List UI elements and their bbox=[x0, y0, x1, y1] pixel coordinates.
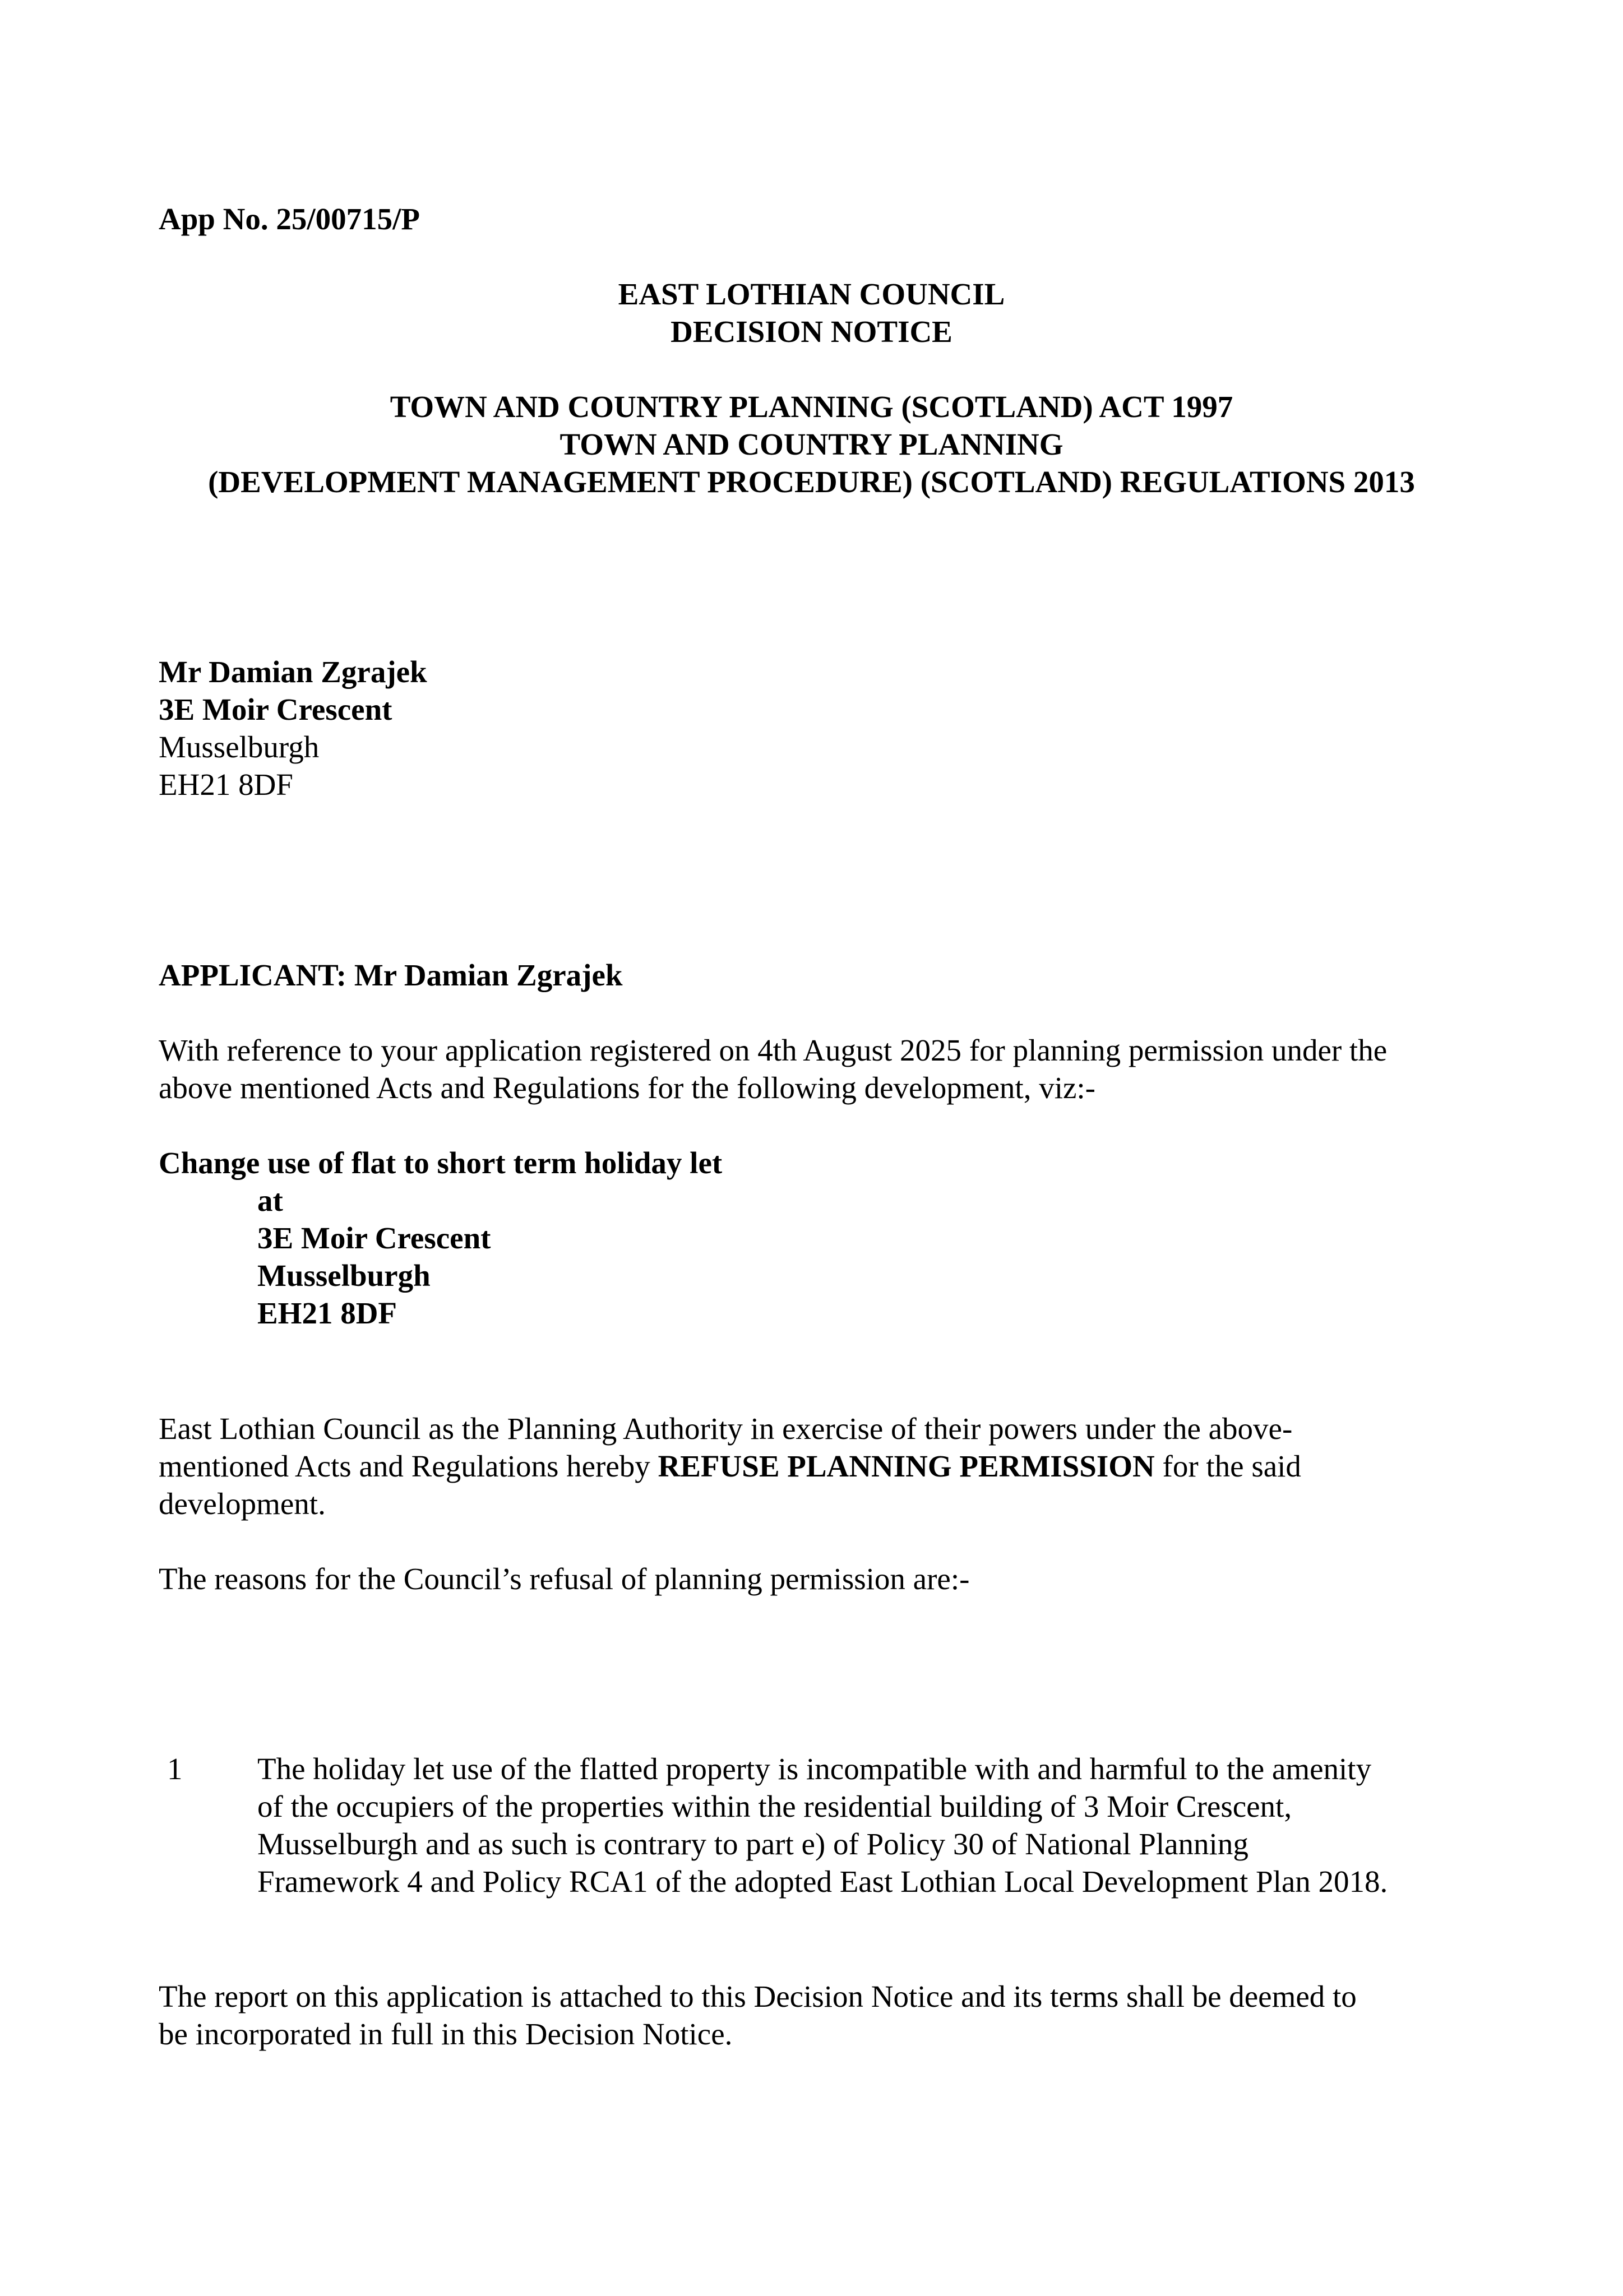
reason-line-3: Musselburgh and as such is contrary to part e) of Policy 30 of National Planning bbox=[257, 1827, 1249, 1861]
decision-line-2-pre: mentioned Acts and Regulations hereby bbox=[159, 1449, 658, 1483]
reason-number: 1 bbox=[167, 1752, 183, 1786]
development-street: 3E Moir Crescent bbox=[257, 1221, 491, 1255]
addressee-town: Musselburgh bbox=[159, 730, 320, 764]
decision-line-3: development. bbox=[159, 1487, 326, 1521]
decision-line-2 bbox=[159, 1447, 1301, 1485]
reason-line-1: The holiday let use of the flatted property is incompatible with and harmful to the amenity bbox=[257, 1752, 1372, 1786]
decision-line-1: East Lothian Council as the Planning Authority in exercise of their powers under the above- bbox=[159, 1411, 1293, 1446]
refusal-statement: REFUSE PLANNING PERMISSION bbox=[658, 1449, 1155, 1483]
council-name: EAST LOTHIAN COUNCIL bbox=[618, 277, 1005, 311]
development-town: Musselburgh bbox=[257, 1258, 431, 1293]
notice-title: DECISION NOTICE bbox=[671, 314, 952, 349]
act-title-line-2: TOWN AND COUNTRY PLANNING bbox=[560, 427, 1063, 461]
report-line-1: The report on this application is attached to this Decision Notice and its terms shall be deemed to bbox=[159, 1979, 1357, 2013]
reason-line-4: Framework 4 and Policy RCA1 of the adopted East Lothian Local Development Plan 2018. bbox=[257, 1864, 1388, 1899]
addressee-name: Mr Damian Zgrajek bbox=[159, 655, 427, 689]
addressee-postcode: EH21 8DF bbox=[159, 767, 293, 802]
act-title-line-3: (DEVELOPMENT MANAGEMENT PROCEDURE) (SCOTLAND) REGULATIONS 2013 bbox=[208, 465, 1415, 499]
intro-line-2: above mentioned Acts and Regulations for the following development, viz:- bbox=[159, 1071, 1096, 1105]
act-title-line-1: TOWN AND COUNTRY PLANNING (SCOTLAND) ACT 1997 bbox=[390, 390, 1233, 424]
intro-line-1: With reference to your application registered on 4th August 2025 for planning permission under the bbox=[159, 1033, 1388, 1067]
addressee-street: 3E Moir Crescent bbox=[159, 692, 392, 726]
reason-line-2: of the occupiers of the properties within the residential building of 3 Moir Crescent, bbox=[257, 1789, 1292, 1823]
reasons-intro: The reasons for the Council’s refusal of planning permission are:- bbox=[159, 1562, 970, 1596]
development-title: Change use of flat to short term holiday let bbox=[159, 1146, 723, 1180]
report-line-2: be incorporated in full in this Decision Notice. bbox=[159, 2017, 733, 2051]
application-number: App No. 25/00715/P bbox=[159, 202, 420, 236]
applicant-line: APPLICANT: Mr Damian Zgrajek bbox=[159, 958, 623, 992]
decision-line-2-post: for the said bbox=[1154, 1449, 1301, 1483]
development-at: at bbox=[257, 1183, 283, 1218]
development-postcode: EH21 8DF bbox=[257, 1296, 397, 1330]
